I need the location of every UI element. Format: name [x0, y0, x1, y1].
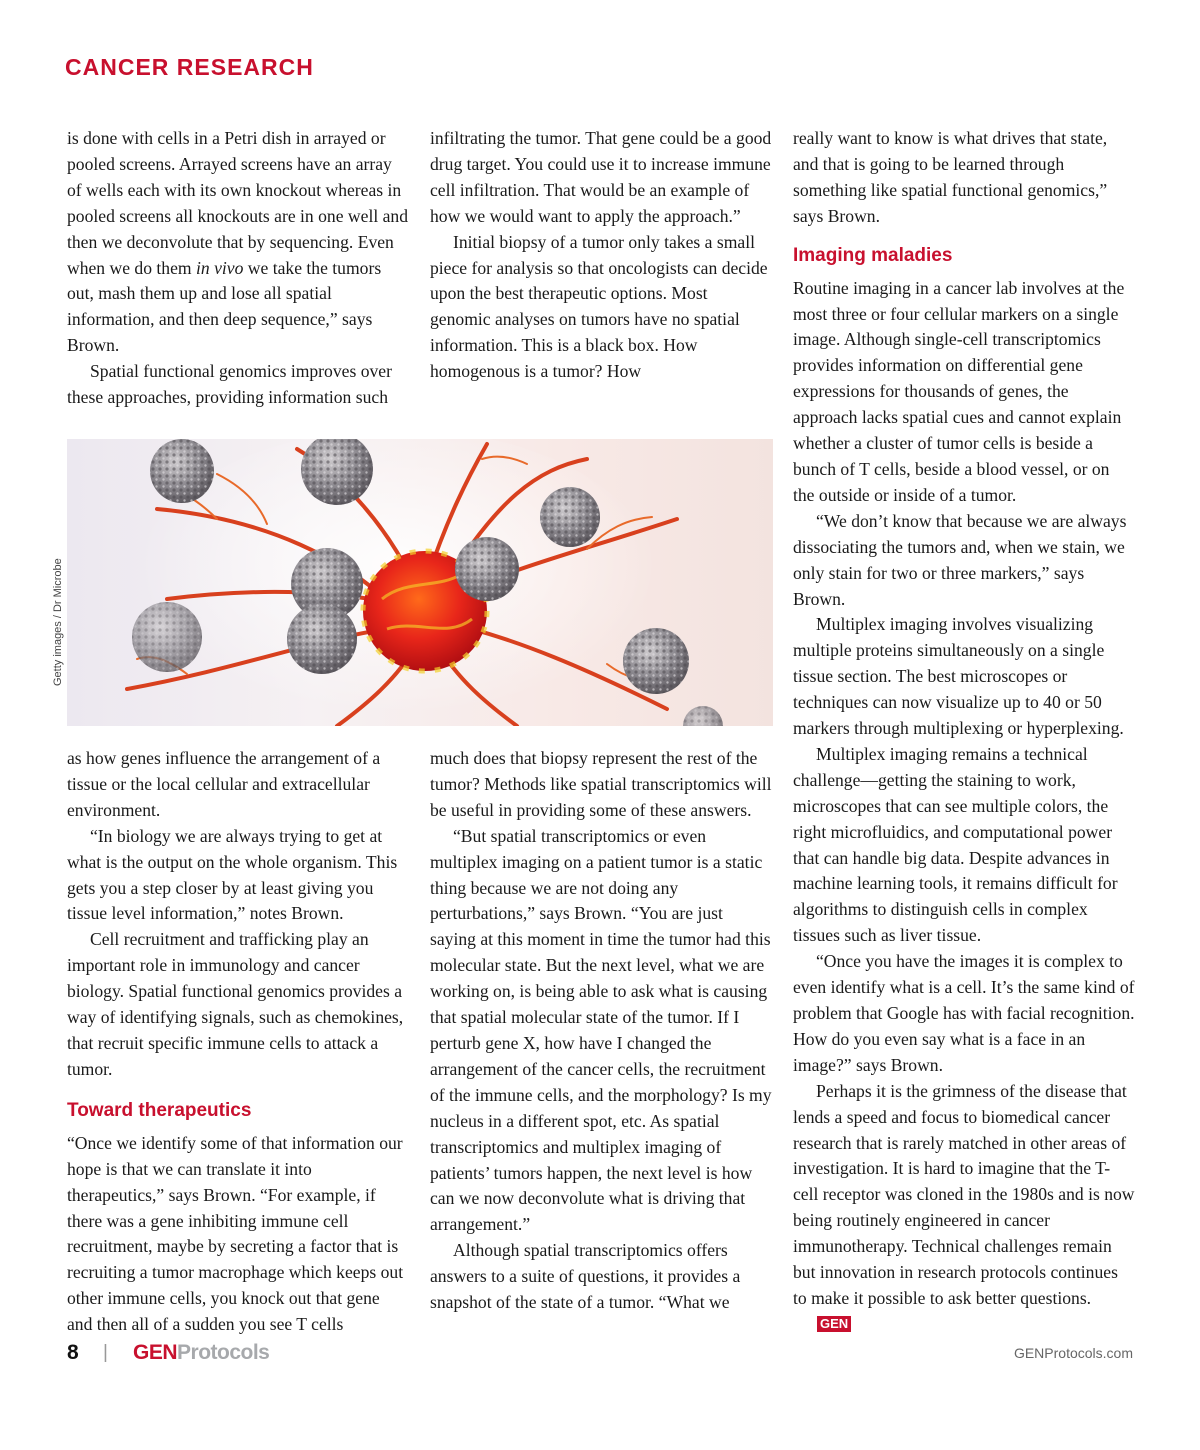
paragraph: “Once you have the images it is complex to even identify what is a cell. It’s the same kind of problem that Google has with facial recognition. How do you even say what is a face in an image?” says Brown. — [793, 951, 1135, 1075]
paragraph: Cell recruitment and trafficking play an important role in immunology and cancer biology. Spatial functional genomics provides a way of identifying signals, such as chemokines, that recruit specific immune cells to attack a tumor. — [67, 929, 404, 1079]
paragraph: Spatial functional genomics improves over these approaches, providing information such — [67, 361, 392, 408]
footer-separator: | — [103, 1342, 108, 1363]
page-number: 8 — [67, 1341, 79, 1364]
paragraph: is done with cells in a Petri dish in arrayed or pooled screens. Arrayed screens have an array of wells each with its own knockout whereas in pooled screens all knockouts are in one well and then we deconvolute that by sequencing. Even when we do them in vivo we take the tumors out, mash them up and lose all spatial information, and then deep sequence,” says Brown. — [67, 128, 409, 356]
column-1-top — [67, 126, 409, 411]
paragraph: Initial biopsy of a tumor only takes a small piece for analysis so that oncologists can decide upon the best therapeutic options. Most genomic analyses on tumors have no spatial information. This is a black box. How homogenous is a tumor? How — [430, 231, 768, 382]
paragraph: much does that biopsy represent the rest of the tumor? Methods like spatial transcriptomics will be useful in providing some of these answers. — [430, 748, 772, 820]
paragraph: Perhaps it is the grimness of the disease that lends a speed and focus to biomedical cancer research that is rarely matched in other areas of investigation. It is hard to imagine that the T-cell receptor was cloned in the 1980s and is now being routinely engineered in cancer immunotherapy. Technical challenges remain but innovation in research protocols continues to make it possible to ask better questions.GEN — [793, 1080, 1135, 1331]
paragraph: infiltrating the tumor. That gene could be a good drug target. You could use it to increase immune cell infiltration. That would be an example of how we would want to apply the approach.” — [430, 128, 772, 226]
paragraph: Multiplex imaging remains a technical challenge—getting the staining to work, microscopes that can see multiple colors, the right microfluidics, and computational power that can handle big data. Despite advances in machine learning tools, it remains difficult for algorithms to distinguish cells in complex tissues such as liver tissue. — [793, 743, 1118, 946]
section-label: CANCER RESEARCH — [65, 54, 314, 80]
page-footer — [0, 1339, 1200, 1373]
paragraph: as how genes influence the arrangement of a tissue or the local cellular and extracellular environment. — [67, 748, 381, 820]
column-1-bottom — [67, 746, 409, 1338]
subheading-toward-therapeutics: Toward therapeutics — [67, 1099, 252, 1121]
paragraph: Although spatial transcriptomics offers answers to a suite of questions, it provides a snapshot of the state of a tumor. “What we — [430, 1240, 741, 1313]
paragraph: “We don’t know that because we are always dissociating the tumors and, when we stain, we only stain for two or three markers,” says Brown. — [793, 510, 1127, 609]
paragraph: “Once we identify some of that information our hope is that we can translate it into therapeutics,” says Brown. “For example, if there was a gene inhibiting immune cell recruitment, maybe by secreting a factor that is recruiting a tumor macrophage which keeps out other immune cells, you knock out that gene and then all of a sudden you see T cells — [67, 1132, 404, 1335]
website-url: GENProtocols.com — [1013, 1345, 1133, 1361]
subheading-imaging-maladies: Imaging maladies — [793, 244, 953, 266]
paragraph: “In biology we are always trying to get at what is the output on the whole organism. This gets you a step closer by at least giving you tissue level information,” notes Brown. — [67, 825, 398, 924]
paragraph: “But spatial transcriptomics or even multiplex imaging on a patient tumor is a static thing because we are not doing any perturbations,” says Brown. “You are just saying at this moment in time the tumor had this molecular state. But the next level, what we are working on, is being able to ask what is causing that spatial molecular state of the tumor. If I perturb gene X, how have I changed the arrangement of the cancer cells, the recruitment of the immune cells, and the morphology? Is my nucleus in a different spot, etc. As spatial transcriptomics and multiplex imaging of patients’ tumors happen, the next level is how can we now deconvolute what is driving that arrangement.” — [430, 825, 772, 1235]
logo-protocols: Protocols — [177, 1341, 270, 1364]
logo-gen: GEN — [133, 1341, 178, 1364]
paragraph: really want to know is what drives that state, and that is going to be learned through something like spatial functional genomics,” says Brown. — [793, 128, 1108, 226]
publication-logo — [133, 1341, 269, 1365]
tumor-cell-illustration — [67, 439, 773, 726]
column-2-bottom — [430, 746, 772, 1316]
column-2-top — [430, 126, 772, 385]
column-3 — [793, 126, 1135, 1338]
gen-end-mark: GEN — [817, 1316, 851, 1332]
paragraph: Routine imaging in a cancer lab involves at the most three or four cellular markers on a single image. Although single-cell transcriptomics provides information on differential gene expressions for thousands of genes, the approach lacks spatial cues and cannot explain whether a cluster of tumor cells is beside a bunch of T cells, beside a blood vessel, or on the outside or inside of a tumor. — [793, 277, 1125, 505]
paragraph: Multiplex imaging involves visualizing multiple proteins simultaneously on a single tissue section. The best microscopes or techniques can now visualize up to 40 or 50 markers through multiplexing or hyperplexing. — [793, 614, 1124, 739]
photo-credit: Getty images / Dr Microbe — [52, 558, 64, 686]
tumor-cell-image — [67, 439, 773, 726]
